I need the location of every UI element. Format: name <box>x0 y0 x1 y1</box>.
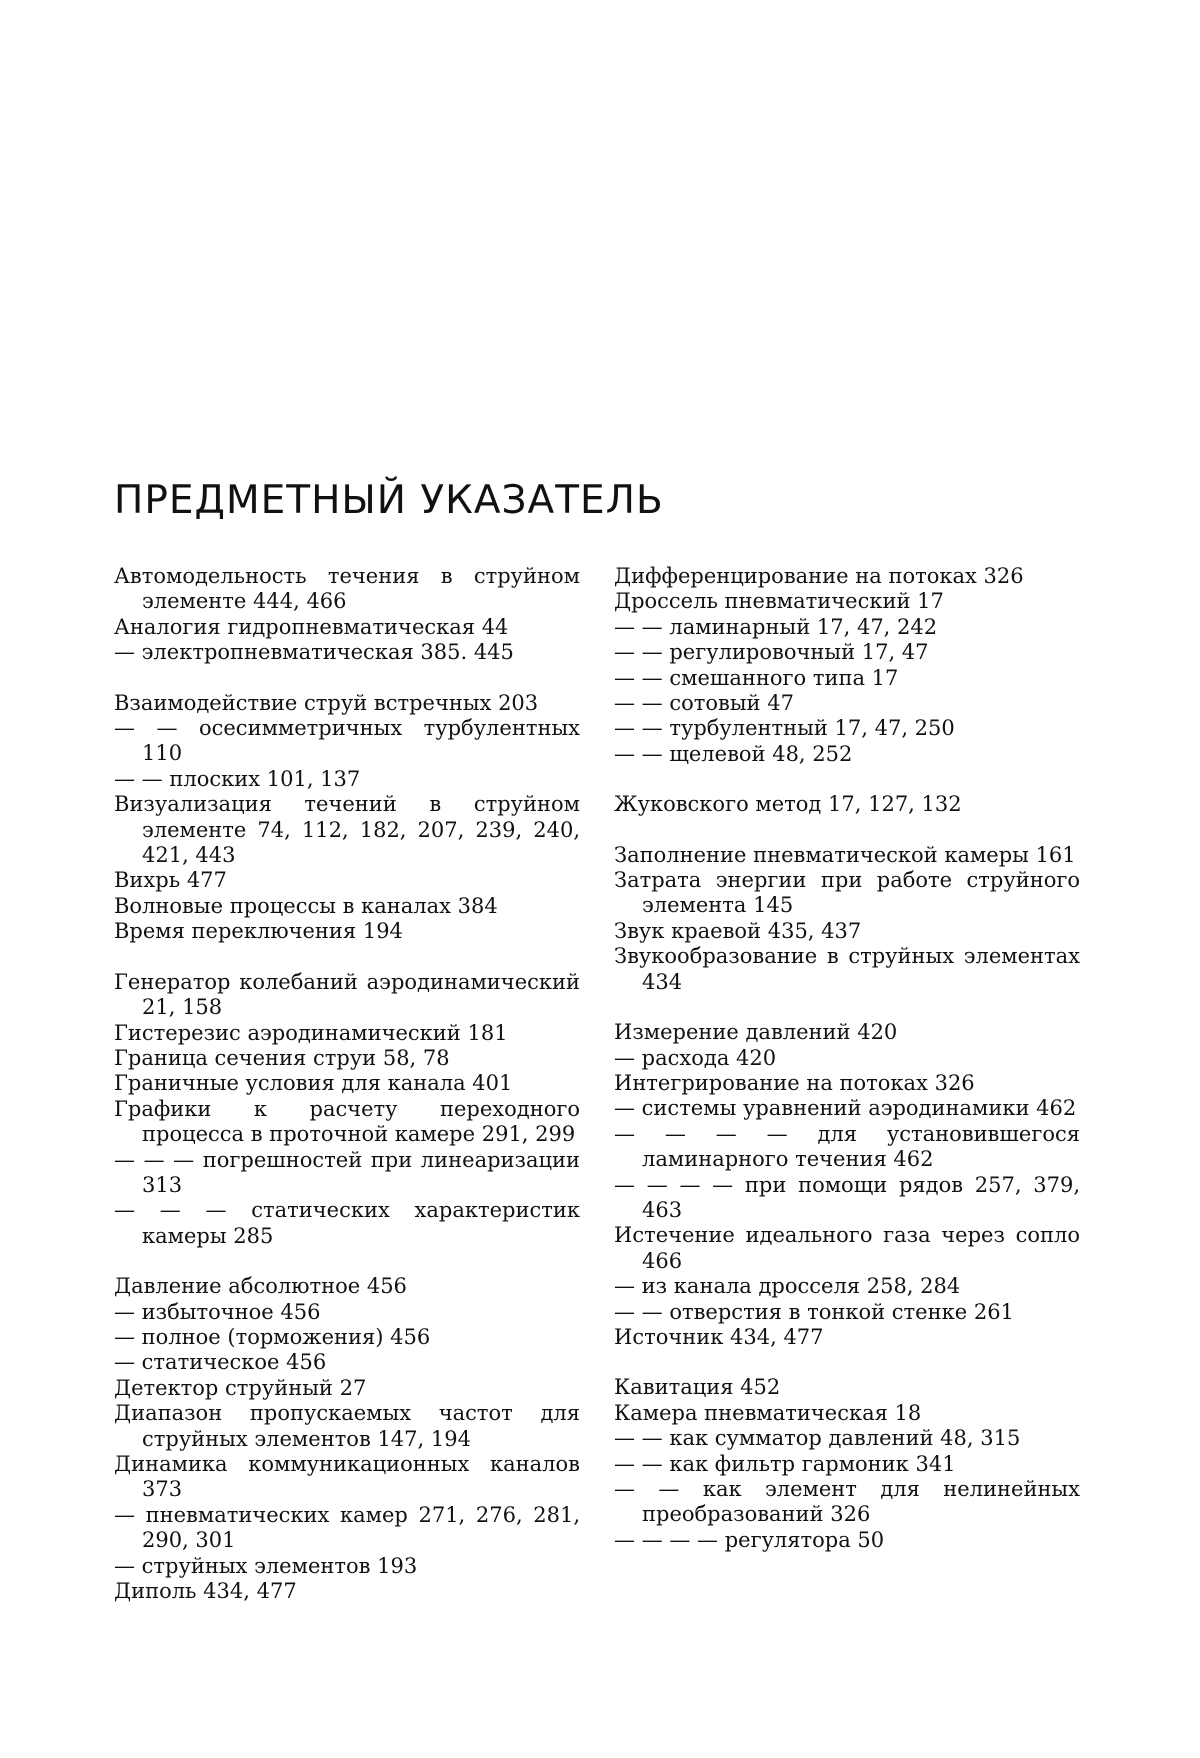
index-entry: — — как сумматор давлений 48, 315 <box>614 1426 1021 1451</box>
index-column-right <box>614 564 1080 1578</box>
index-entry: — электропневматическая 385. 445 <box>114 640 514 665</box>
index-entry: Кавитация 452 <box>614 1375 781 1400</box>
index-entry: Звук краевой 435, 437 <box>614 918 862 943</box>
index-entry: Динамика коммуникационных каналов 373 <box>114 1452 580 1502</box>
index-entry: Графики к расчету переходного процесса в проточной камере 291, 299 <box>114 1096 580 1147</box>
index-entry: — — — погрешностей при линеаризации 313 <box>114 1147 580 1197</box>
index-entry: Источник 434, 477 <box>614 1324 824 1349</box>
index-entry: Звукообразование в струйных элементах 434 <box>614 944 1080 994</box>
index-entry: — статическое 456 <box>114 1350 327 1375</box>
index-entry: Время переключения 194 <box>114 919 403 944</box>
index-entry: — системы уравнений аэродинамики 462 <box>614 1096 1077 1121</box>
index-entry: Генератор колебаний аэродинамический 21, 158 <box>114 969 580 1020</box>
index-entry: — — ламинарный 17, 47, 242 <box>614 614 938 639</box>
index-entry: Камера пневматическая 18 <box>614 1400 922 1425</box>
index-group <box>614 1020 1080 1350</box>
index-entry: Давление абсолютное 456 <box>114 1274 407 1299</box>
index-entry: Затрата энергии при работе струйного элемента 145 <box>614 868 1080 918</box>
index-entry: Взаимодействие струй встречных 203 <box>114 690 539 715</box>
index-entry: — — как фильтр гармоник 341 <box>614 1451 956 1476</box>
index-entry: Аналогия гидропневматическая 44 <box>114 614 509 639</box>
index-entry: — пневматических камер 271, 276, 281, 290, 301 <box>114 1502 580 1553</box>
index-entry: Визуализация течений в струйном элементе 74, 112, 182, 207, 239, 240, 421, 443 <box>114 792 580 868</box>
index-entry: Граничные условия для канала 401 <box>114 1071 513 1096</box>
index-entry: Автомодельность течения в струйном элементе 444, 466 <box>114 564 580 614</box>
index-entry: — — — — для установившегося ламинарного течения 462 <box>614 1121 1080 1172</box>
index-entry: — — регулировочный 17, 47 <box>614 640 929 665</box>
index-entry: Детектор струйный 27 <box>114 1375 367 1400</box>
index-entry: Истечение идеального газа через сопло 466 <box>614 1223 1080 1273</box>
index-group <box>114 1274 580 1604</box>
index-entry: Дифференцирование на потоках 326 <box>614 564 1024 588</box>
index-entry: Волновые процессы в каналах 384 <box>114 893 498 918</box>
index-entry: — расхода 420 <box>614 1045 777 1070</box>
index-entry: Интегрирование на потоках 326 <box>614 1070 975 1095</box>
index-entry: — полное (торможения) 456 <box>114 1324 431 1349</box>
index-entry: — — щелевой 48, 252 <box>614 741 853 766</box>
index-entry: — струйных элементов 193 <box>114 1553 418 1578</box>
index-group <box>114 564 580 666</box>
index-entry: — — смешанного типа 17 <box>614 665 899 690</box>
index-entry: Измерение давлений 420 <box>614 1020 898 1045</box>
index-entry: — из канала дросселя 258, 284 <box>614 1274 961 1299</box>
index-entry: — избыточное 456 <box>114 1299 321 1324</box>
index-group <box>614 843 1080 995</box>
index-column-left <box>114 564 580 1629</box>
index-entry: — — как элемент для нелинейных преобразований 326 <box>614 1477 1080 1527</box>
index-entry: Диапазон пропускаемых частот для струйных элементов 147, 194 <box>114 1401 580 1451</box>
index-entry: — — плоских 101, 137 <box>114 766 361 791</box>
index-entry: — — — статических характеристик камеры 285 <box>114 1198 580 1248</box>
index-entry: Вихрь 477 <box>114 868 227 893</box>
index-entry: — — — — при помощи рядов 257, 379, 463 <box>614 1172 1080 1222</box>
page-title: ПРЕДМЕТНЫЙ УКАЗАТЕЛЬ <box>114 478 664 523</box>
index-entry: Граница сечения струи 58, 78 <box>114 1045 450 1070</box>
index-entry: Гистерезис аэродинамический 181 <box>114 1020 508 1045</box>
index-entry: — — отверстия в тонкой стенке 261 <box>614 1299 1014 1324</box>
index-entry: — — — — регулятора 50 <box>614 1527 885 1552</box>
index-entry: Диполь 434, 477 <box>114 1579 297 1604</box>
index-entry: Жуковского метод 17, 127, 132 <box>614 792 962 817</box>
index-group <box>614 564 1080 767</box>
index-group <box>114 970 580 1249</box>
index-group <box>614 1375 1080 1553</box>
index-entry: — — турбулентный 17, 47, 250 <box>614 716 955 741</box>
index-entry: Дроссель пневматический 17 <box>614 589 944 614</box>
index-group <box>114 691 580 945</box>
index-entry: — — сотовый 47 <box>614 691 794 716</box>
index-entry: — — осесимметричных турбулентных 110 <box>114 716 580 766</box>
index-entry: Заполнение пневматической камеры 161 <box>614 842 1076 867</box>
index-group <box>614 792 1080 817</box>
